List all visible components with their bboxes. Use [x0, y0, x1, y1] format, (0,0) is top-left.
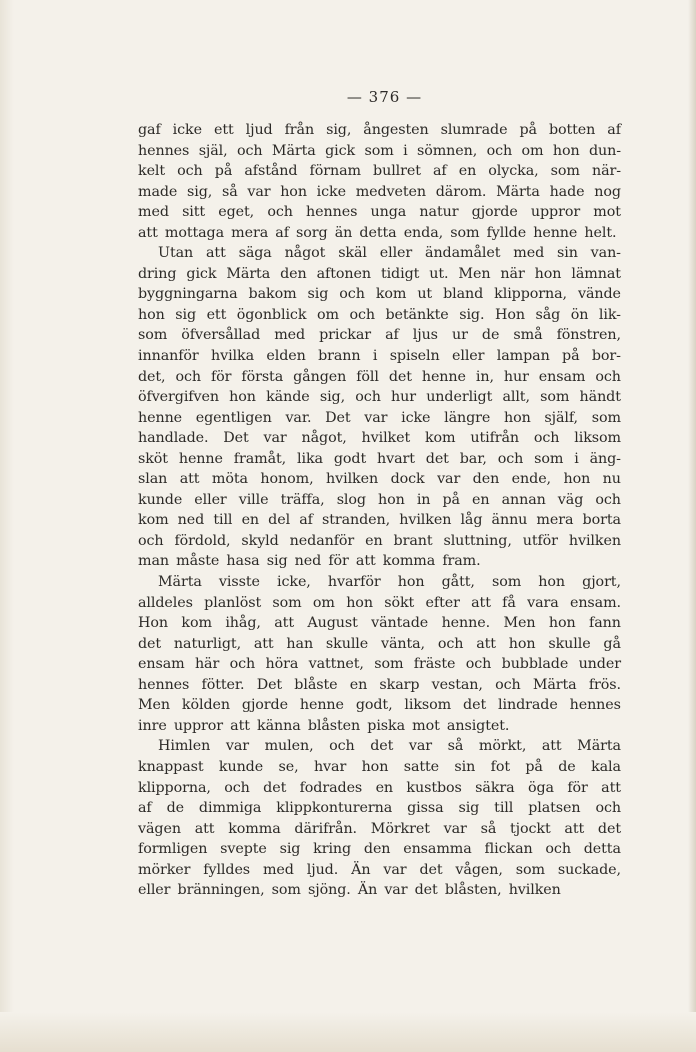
text-line: klipporna, och det fodrades en kustbos säkra öga för att	[138, 779, 621, 796]
text-line: byggningarna bakom sig och kom ut bland klipporna, vände	[138, 286, 621, 303]
text-line: dring gick Märta den aftonen tidigt ut. Men när hon lämnat	[138, 265, 621, 282]
text-line: hennes fötter. Det blåste en skarp vestan, och Märta frös.	[138, 676, 621, 693]
scan-edge-right	[688, 0, 696, 1052]
body-text	[138, 120, 621, 901]
scan-edge-left	[0, 0, 14, 1052]
text-line: Men kölden gjorde henne godt, liksom det lindrade hennes	[138, 697, 621, 714]
text-line: ensam här och höra vattnet, som fräste och bubblade under	[138, 656, 621, 673]
text-line: vägen att komma därifrån. Mörkret var så tjockt att det	[138, 820, 621, 837]
text-line: Utan att säga något skäl eller ändamålet med sin van-	[158, 245, 621, 262]
text-line: och fördold, skyld nedanför en brant sluttning, utför hvilken	[138, 532, 621, 549]
text-line: eller bränningen, som sjöng. Än var det blåsten, hvilken	[138, 882, 561, 899]
text-line: hon sig ett ögonblick om och betänkte sig. Hon såg ön lik-	[138, 306, 621, 323]
text-line: hennes själ, och Märta gick som i sömnen, och om hon dun-	[138, 142, 621, 159]
text-line: formligen svepte sig kring den ensamma flickan och detta	[138, 841, 621, 858]
text-line: Märta visste icke, hvarför hon gått, som hon gjort,	[158, 574, 621, 591]
text-line: af de dimmiga klippkonturerna gissa sig till platsen och	[138, 800, 621, 817]
text-line: man måste hasa sig ned för att komma fram.	[138, 553, 481, 570]
text-line: öfvergifven hon kände sig, och hur underligt allt, som händt	[138, 389, 621, 406]
text-line: kom ned till en del af stranden, hvilken låg ännu mera borta	[138, 512, 621, 529]
text-line: henne egentligen var. Det var icke längre hon själf, som	[138, 409, 621, 426]
text-line: sköt henne framåt, lika godt hvart det bar, och som i äng-	[138, 450, 621, 467]
text-line: Hon kom ihåg, att August väntade henne. Men hon fann	[138, 615, 621, 632]
text-line: alldeles planlöst som om hon sökt efter att få vara ensam.	[138, 594, 621, 611]
text-line: inre uppror att känna blåsten piska mot ansigtet.	[138, 717, 510, 734]
text-line: innanför hvilka elden brann i spiseln eller lampan på bor-	[138, 348, 621, 365]
text-line: made sig, så var hon icke medveten därom. Märta hade nog	[138, 183, 621, 200]
text-line: gaf icke ett ljud från sig, ångesten slumrade på botten af	[138, 122, 621, 138]
text-line: kunde eller ville träffa, slog hon in på en annan väg och	[138, 491, 621, 508]
text-line: med sitt eget, och hennes unga natur gjorde uppror mot	[138, 204, 621, 221]
text-line: att mottaga mera af sorg än detta enda, som fyllde henne helt.	[138, 224, 617, 241]
text-line: knappast kunde se, hvar hon satte sin fot på de kala	[138, 758, 621, 775]
text-line: mörker fylldes med ljud. Än var det vågen, som suckade,	[138, 861, 621, 878]
page-number: — 376 —	[346, 88, 423, 106]
text-line: handlade. Det var något, hvilket kom utifrån och liksom	[138, 430, 621, 447]
text-line: kelt och på afstånd förnam bullret af en olycka, som när-	[138, 163, 621, 180]
text-line: det naturligt, att han skulle vänta, och att hon skulle gå	[138, 635, 621, 652]
scan-edge-bottom	[0, 1012, 696, 1052]
text-line: som öfversållad med prickar af ljus ur de små fönstren,	[138, 327, 621, 344]
book-page	[138, 86, 621, 901]
text-line: slan att möta honom, hvilken dock var den ende, hon nu	[138, 471, 621, 488]
text-line: Himlen var mulen, och det var så mörkt, att Märta	[158, 738, 621, 755]
text-line: det, och för första gången föll det henne in, hur ensam och	[138, 368, 621, 385]
